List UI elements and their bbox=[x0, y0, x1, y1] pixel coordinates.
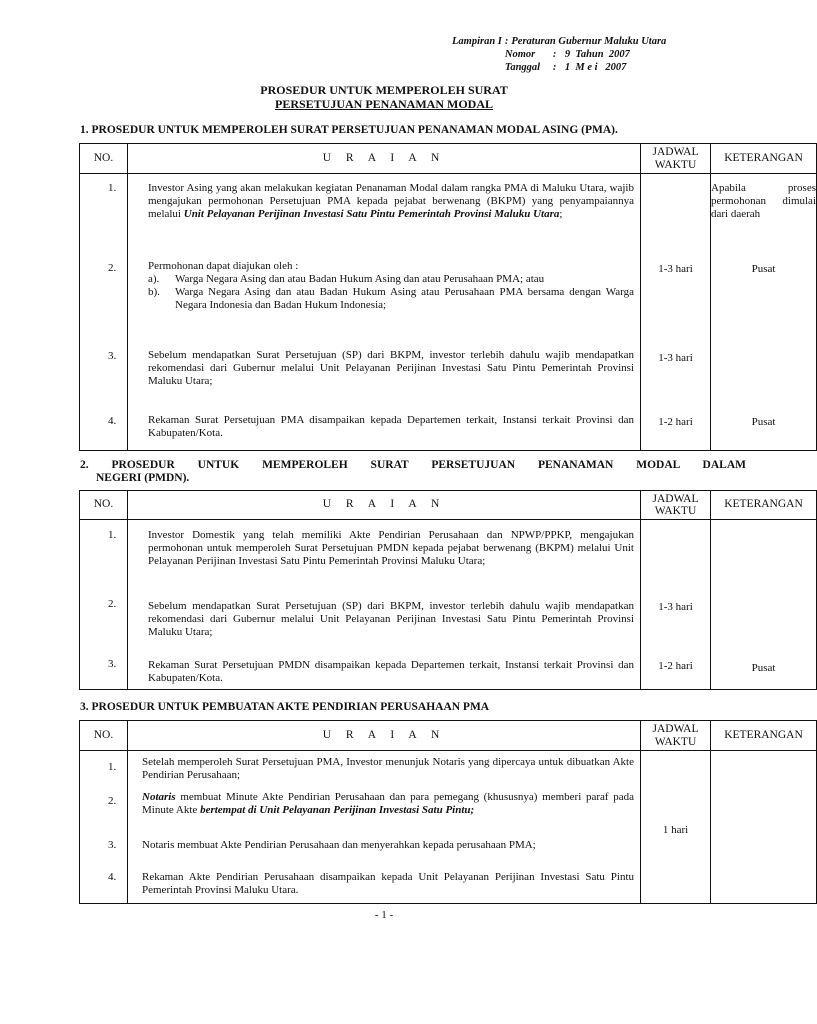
section1-table bbox=[79, 143, 817, 451]
header-keterangan: KETERANGAN bbox=[711, 144, 817, 174]
lampiran-sep: : bbox=[504, 36, 509, 47]
section2-table bbox=[79, 490, 817, 690]
header-uraian: U R A I A N bbox=[128, 721, 641, 751]
row-no: 3. bbox=[108, 839, 117, 851]
list-item: Notaris membuat Minute Akte Pendirian Perusahaan dan para pemegang (khususnya) memberi paraf pada Minute Akte bertempat di Unit Pelayanan Perijinan Investasi Satu Pintu; bbox=[142, 791, 635, 816]
row-no: 3. bbox=[108, 350, 117, 362]
document-title-line1: PROSEDUR UNTUK MEMPEROLEH SURAT bbox=[260, 83, 508, 97]
nomor-value: 9 Tahun 2007 bbox=[564, 48, 630, 60]
section1-heading: 1. PROSEDUR UNTUK MEMPEROLEH SURAT PERSETUJUAN PENANAMAN MODAL ASING (PMA). bbox=[80, 124, 618, 136]
list-item: Notaris membuat Akte Pendirian Perusahaan dan menyerahkan kepada perusahaan PMA; bbox=[142, 839, 536, 851]
list-item: Rekaman Surat Persetujuan PMDN disampaikan kepada Departemen terkait, Instansi terkait Provinsi dan Kabupaten/Kota. bbox=[148, 659, 634, 684]
section2-heading-line2: NEGERI (PMDN). bbox=[96, 472, 190, 484]
list-item: Setelah memperoleh Surat Persetujuan PMA, Investor menunjuk Notaris yang dipercaya untuk dibuatkan Akte Pendirian Perusahaan; bbox=[142, 756, 634, 781]
header-jadwal: JADWAL WAKTU bbox=[641, 721, 711, 751]
tanggal-label: Tanggal bbox=[504, 61, 541, 73]
list-item: Sebelum mendapatkan Surat Persetujuan (SP) dari BKPM, investor terlebih dahulu wajib mendapatkan rekomendasi dari Gubernur melalui Unit Pelayanan Perijinan Investasi Satu Pintu Pemerintah Provinsi Maluku Utara; bbox=[148, 600, 634, 638]
header-no: NO. bbox=[80, 721, 128, 751]
header-no: NO. bbox=[80, 144, 128, 174]
list-item: Investor Asing yang akan melakukan kegiatan Penanaman Modal dalam rangka PMA di Maluku Utara, wajib mengajukan permohonan Persetujuan PMA kepada pejabat berwenang (BKPM) yang penyampaiannya melalui Unit Pelayanan Perijinan Investasi Satu Pintu Pemerintah Provinsi Maluku Utara; bbox=[148, 182, 634, 220]
section3-heading: 3. PROSEDUR UNTUK PEMBUATAN AKTE PENDIRIAN PERUSAHAAN PMA bbox=[80, 701, 490, 713]
jadwal-value: 1-2 hari bbox=[658, 416, 693, 428]
jadwal-value: 1-3 hari bbox=[658, 352, 693, 364]
row-no: 2. bbox=[108, 262, 117, 274]
row-no: 1. bbox=[108, 182, 117, 194]
keterangan-value: Pusat bbox=[751, 416, 776, 428]
keterangan-value: Pusat bbox=[751, 263, 776, 275]
lampiran-label: Lampiran I bbox=[452, 36, 502, 47]
header-jadwal: JADWAL WAKTU bbox=[641, 144, 711, 174]
jadwal-value: 1-3 hari bbox=[658, 263, 693, 275]
header-uraian: U R A I A N bbox=[128, 144, 641, 174]
list-item: Rekaman Akte Pendirian Perusahaan disampaikan kepada Unit Pelayanan Perijinan Investasi Satu Pintu Pemerintah Provinsi Maluku Utara. bbox=[142, 871, 634, 896]
tanggal-value: 1 M e i 2007 bbox=[564, 61, 627, 73]
section2-heading-line1: 2. PROSEDUR UNTUK MEMPEROLEH SURAT PERSETUJUAN PENANAMAN MODAL DALAM bbox=[80, 459, 746, 471]
lampiran-block: Lampiran I : Peraturan Gubernur Maluku Utara Nomor : 9 Tahun 2007 Tanggal : 1 M e i 2007 bbox=[452, 36, 669, 74]
row-no: 2. bbox=[108, 598, 117, 610]
nomor-label: Nomor bbox=[504, 48, 536, 60]
row-no: 3. bbox=[108, 658, 117, 670]
row-no: 4. bbox=[108, 415, 117, 427]
page-number: - 1 - bbox=[374, 909, 394, 921]
row-no: 1. bbox=[108, 761, 117, 773]
keterangan-value: Apabila proses permohonan dimulai dari daerah bbox=[711, 182, 816, 220]
row-no: 4. bbox=[108, 871, 117, 883]
row-no: 2. bbox=[108, 795, 117, 807]
header-uraian: U R A I A N bbox=[128, 491, 641, 520]
list-item: Investor Domestik yang telah memiliki Akte Pendirian Perusahaan dan NPWP/PPKP, mengajukan permohonan untuk memperoleh Surat Persetujuan PMDN kepada pejabat berwenang (BKPM) melalui Unit Pelayanan Perijinan Investasi Satu Pintu Pemerintah Provinsi Maluku Utara; bbox=[148, 529, 634, 567]
jadwal-value: 1-2 hari bbox=[658, 660, 693, 672]
list-item: Sebelum mendapatkan Surat Persetujuan (SP) dari BKPM, investor terlebih dahulu wajib mendapatkan rekomendasi dari Gubernur melalui Unit Pelayanan Perijinan Investasi Satu Pintu Pemerintah Provinsi Maluku Utara; bbox=[148, 349, 634, 387]
header-jadwal: JADWAL WAKTU bbox=[641, 491, 711, 520]
header-keterangan: KETERANGAN bbox=[711, 491, 817, 520]
list-item: Rekaman Surat Persetujuan PMA disampaikan kepada Departemen terkait, Instansi terkait Provinsi dan Kabupaten/Kota. bbox=[148, 414, 634, 439]
list-item: Permohonan dapat diajukan oleh : a). Warga Negara Asing dan atau Badan Hukum Asing dan atau Perusahaan PMA; atau b). Warga Negara Asing dan atau Badan Hukum Asing atau Perusahaan PMA bersama dengan Warga Negara Indonesia dan Badan Hukum Indonesia; bbox=[148, 260, 634, 311]
document-title-line2: PERSETUJUAN PENANAMAN MODAL bbox=[275, 97, 493, 111]
row-no: 1. bbox=[108, 529, 117, 541]
header-keterangan: KETERANGAN bbox=[711, 721, 817, 751]
jadwal-value: 1 hari bbox=[662, 824, 689, 836]
header-no: NO. bbox=[80, 491, 128, 520]
section3-table bbox=[79, 720, 817, 904]
peraturan-text: Peraturan Gubernur Maluku Utara bbox=[511, 36, 667, 47]
jadwal-value: 1-3 hari bbox=[658, 601, 693, 613]
keterangan-value: Pusat bbox=[751, 662, 776, 674]
